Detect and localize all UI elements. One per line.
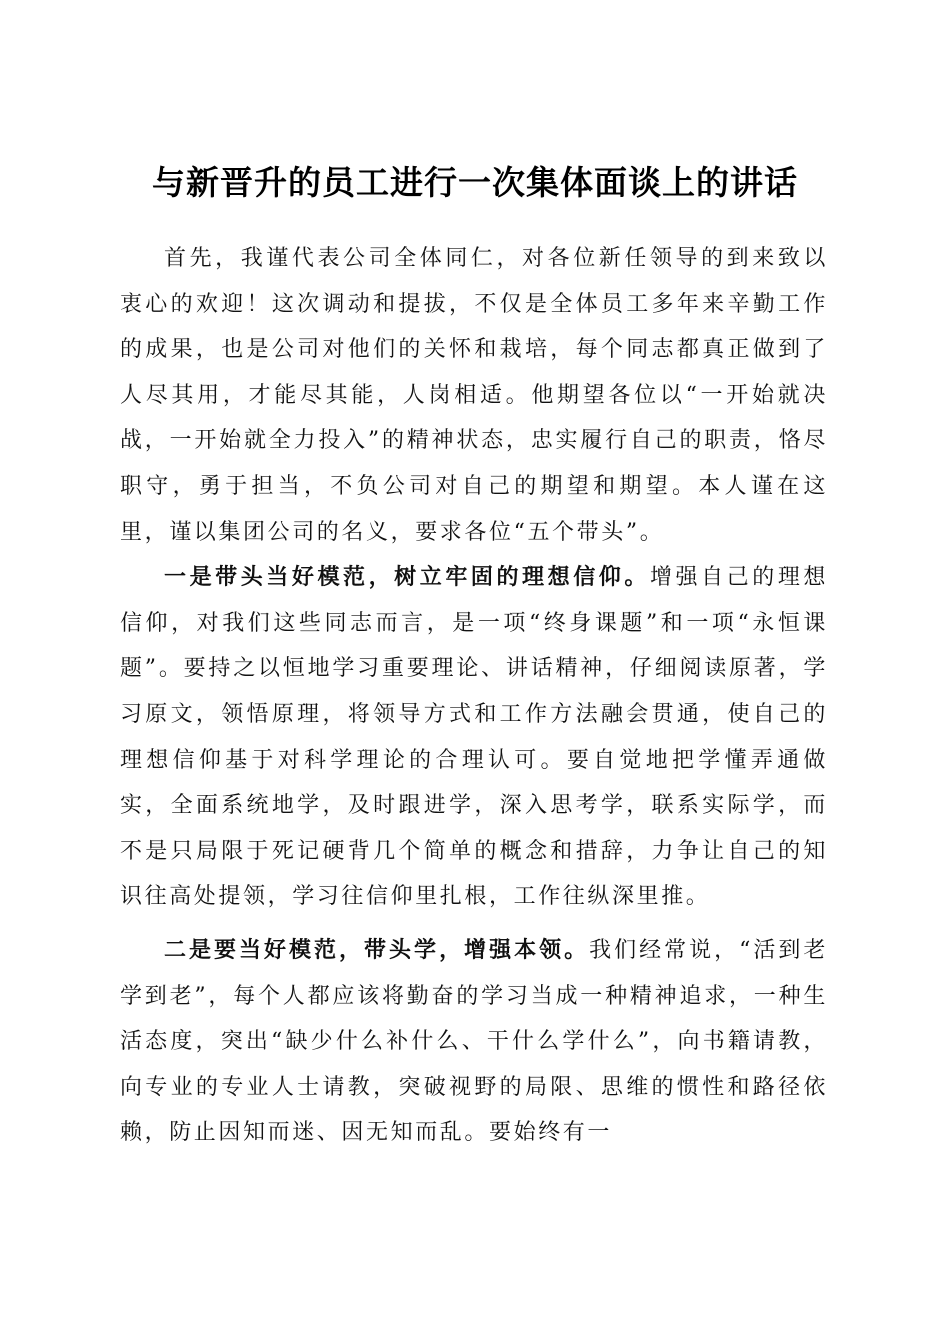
paragraph-point-one [120, 555, 828, 920]
paragraph-point-one-heading: 一是带头当好模范，树立牢固的理想信仰。 [164, 564, 650, 591]
paragraph-intro-text: 首先，我谨代表公司全体同仁，对各位新任领导的到来致以衷心的欢迎！这次调动和提拔，不仅是全体员工多年来辛勤工作的成果，也是公司对他们的关怀和栽培，每个同志都真正做到了人尽其用，才能尽其能，人岗相适。他期望各位以“一开始就决战，一开始就全力投入”的精神状态，忠实履行自己的职责，恪尽职守，勇于担当，不负公司对自己的期望和期望。本人谨在这里，谨以集团公司的名义，要求各位“五个带头”。 [120, 246, 828, 545]
paragraph-point-two [120, 928, 828, 1156]
document-title: 与新晋升的员工进行一次集体面谈上的讲话 [152, 163, 798, 203]
paragraph-intro [120, 236, 828, 555]
paragraph-point-two-heading: 二是要当好模范，带头学，增强本领。 [164, 936, 590, 963]
paragraph-point-two-text: 我们经常说，“活到老学到老”，每个人都应该将勤奋的学习当成一种精神追求，一种生活态度，突出“缺少什么补什么、干什么学什么”，向书籍请教，向专业的专业人士请教，突破视野的局限、思维的惯性和路径依赖，防止因知而迷、因无知而乱。要始终有一 [120, 937, 829, 1146]
paragraph-point-one-text: 增强自己的理想信仰，对我们这些同志而言，是一项“终身课题”和一项“永恒课题”。要持之以恒地学习重要理论、讲话精神，仔细阅读原著，学习原文，领悟原理，将领导方式和工作方法融会贯通，使自己的理想信仰基于对科学理论的合理认可。要自觉地把学懂弄通做实，全面系统地学，及时跟进学，深入思考学，联系实际学，而不是只局限于死记硬背几个简单的概念和措辞，力争让自己的知识往高处提领，学习往信仰里扎根，工作往纵深里推。 [120, 565, 829, 910]
document-body [120, 236, 828, 1156]
